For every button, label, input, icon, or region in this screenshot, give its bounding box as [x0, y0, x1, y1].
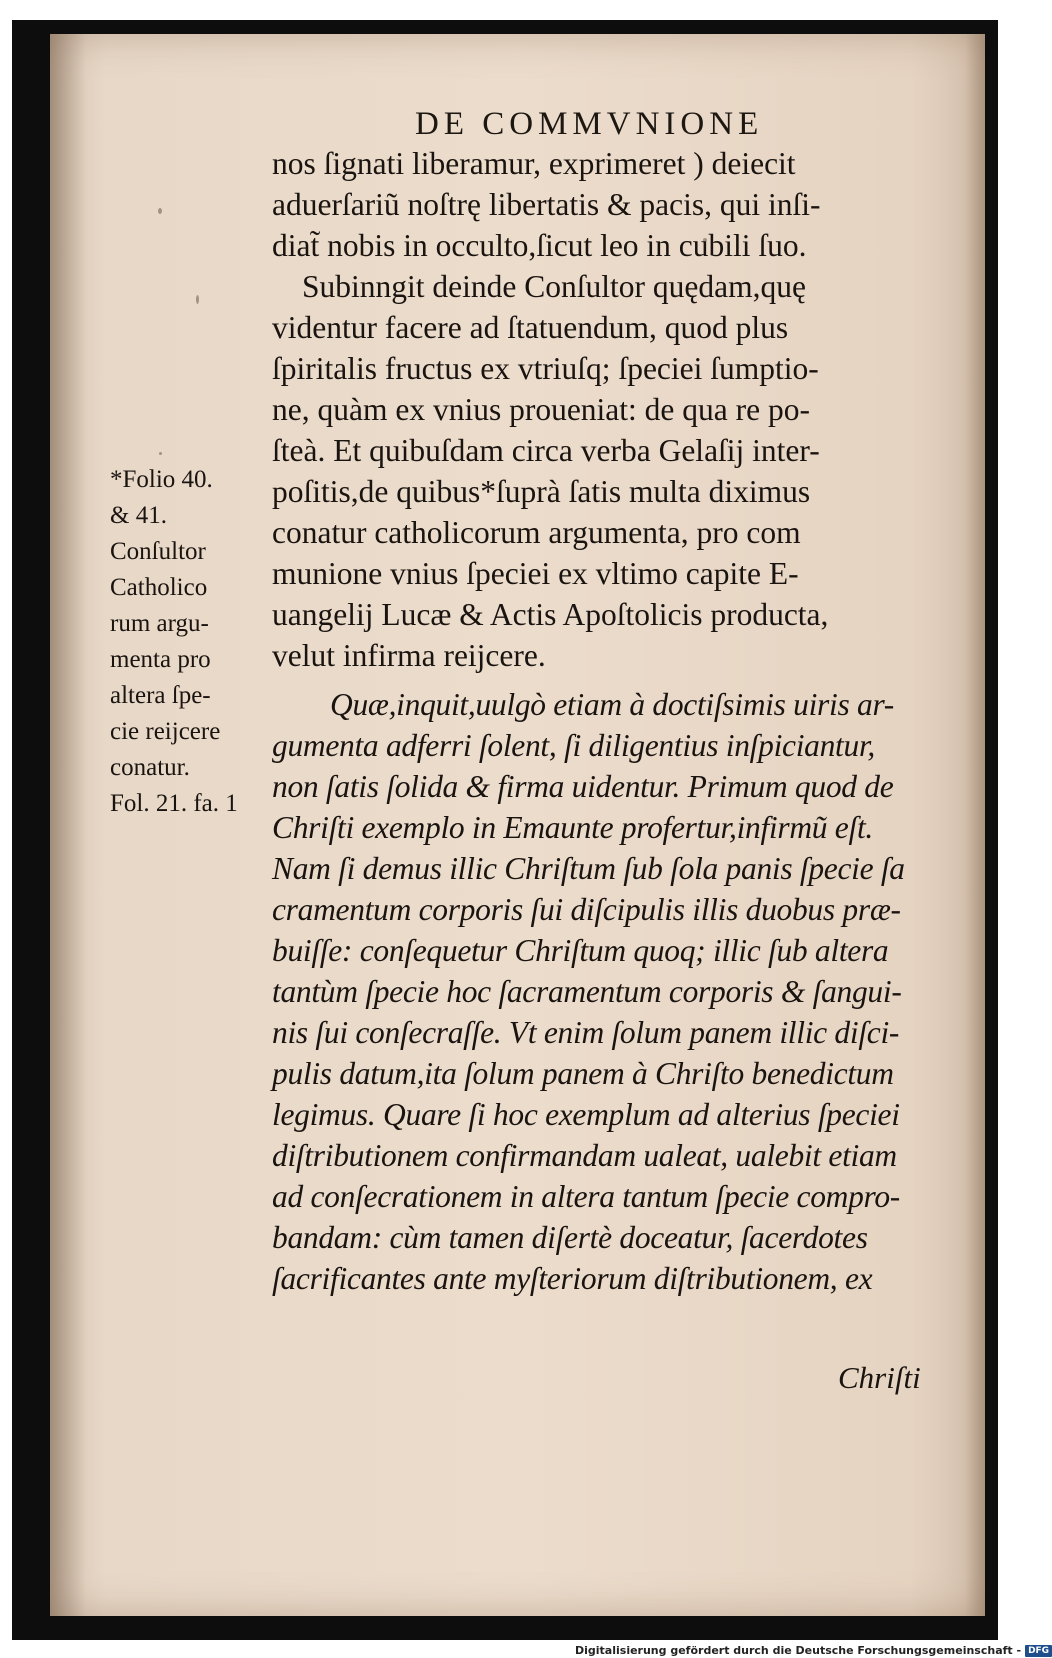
- text-line: uangelij Lucæ & Actis Apoſtolicis producta,: [272, 597, 829, 632]
- quoted-text-line: Nam ſi demus illic Chriſtum ſub ſola panis ſpecie ſa: [272, 851, 905, 886]
- text-line: videntur facere ad ſtatuendum, quod plus: [272, 310, 789, 345]
- main-text-block: [272, 143, 942, 1299]
- margin-note-folio-ref: & 41.: [110, 502, 167, 529]
- text-line: ſpiritalis fructus ex vtriuſq; ſpeciei ſumptio-: [272, 351, 819, 386]
- quoted-text-line: pulis datum,ita ſolum panem à Chriſto benedictum: [272, 1056, 894, 1091]
- quoted-text-line: legimus. Quare ſi hoc exemplum ad alterius ſpeciei: [272, 1097, 900, 1132]
- text-line: munione vnius ſpeciei ex vltimo capite E-: [272, 556, 799, 591]
- quoted-text-line: gumenta adferri ſolent, ſi diligentius inſpiciantur,: [272, 728, 876, 763]
- margin-note-summary: altera ſpe-: [110, 682, 211, 709]
- quoted-text-line: ad conſecrationem in altera tantum ſpecie compro-: [272, 1179, 900, 1214]
- footer-credit-text: Digitalisierung gefördert durch die Deutsche Forschungsgemeinschaft -: [575, 1644, 1022, 1657]
- margin-note-fol-ref: Fol. 21. fa. 1: [110, 790, 238, 817]
- margin-note-summary: cie reijcere: [110, 718, 221, 745]
- quoted-text-line: tantùm ſpecie hoc ſacramentum corporis & ſangui-: [272, 974, 902, 1009]
- ink-speck: [159, 452, 162, 455]
- ink-speck: [158, 208, 162, 214]
- margin-note-folio-ref: *Folio 40.: [110, 466, 213, 493]
- text-line: poſitis,de quibus*ſuprà ſatis multa diximus: [272, 474, 811, 509]
- text-line: ne, quàm ex vnius proueniat: de qua re po-: [272, 392, 810, 427]
- text-line: ſteà. Et quibuſdam circa verba Gelaſij inter-: [272, 433, 820, 468]
- text-line: nos ſignati liberamur, exprimeret ) deiecit: [272, 146, 796, 181]
- quoted-text-line: Quæ,inquit,uulgò etiam à doctiſsimis uiris ar-: [330, 687, 894, 722]
- digitization-credit: [575, 1644, 1052, 1657]
- ink-speck: [196, 295, 199, 304]
- spine-shadow: [50, 34, 86, 1616]
- text-line: aduerſariũ noſtrę libertatis & pacis, qui inſi-: [272, 187, 821, 222]
- dfg-logo-icon: DFG: [1025, 1645, 1052, 1657]
- quoted-text-line: bandam: cùm tamen diſertè doceatur, ſacerdotes: [272, 1220, 868, 1255]
- margin-note-summary: Conſultor: [110, 538, 206, 565]
- running-head: DE COMMVNIONE: [415, 106, 764, 142]
- margin-notes: [110, 462, 270, 822]
- quoted-text-line: Chriſti exemplo in Emaunte profertur,infirmũ eſt.: [272, 810, 873, 845]
- margin-note-summary: conatur.: [110, 754, 190, 781]
- text-line: conatur catholicorum argumenta, pro com: [272, 515, 801, 550]
- text-line: Subinngit deinde Conſultor quędam,quę: [302, 269, 806, 304]
- catchword: Chriſti: [838, 1360, 921, 1395]
- margin-note-summary: rum argu-: [110, 610, 209, 637]
- page-edge-shadow: [965, 34, 985, 1616]
- margin-note-summary: Catholico: [110, 574, 208, 601]
- quoted-text-line: cramentum corporis ſui diſcipulis illis duobus præ-: [272, 892, 901, 927]
- margin-note-summary: menta pro: [110, 646, 211, 673]
- quoted-text-line: buiſſe: conſequetur Chriſtum quoq; illic ſub altera: [272, 933, 889, 968]
- quoted-text-line: ſacrificantes ante myſteriorum diſtributionem, ex: [272, 1261, 873, 1296]
- text-line: velut infirma reijcere.: [272, 638, 546, 673]
- quoted-text-line: non ſatis ſolida & firma uidentur. Primum quod de: [272, 769, 894, 804]
- quoted-text-line: diſtributionem confirmandam ualeat, ualebit etiam: [272, 1138, 897, 1173]
- quoted-text-line: nis ſui conſecraſſe. Vt enim ſolum panem illic diſci-: [272, 1015, 900, 1050]
- text-line: diat̃ nobis in occulto,ſicut leo in cubili ſuo.: [272, 228, 807, 263]
